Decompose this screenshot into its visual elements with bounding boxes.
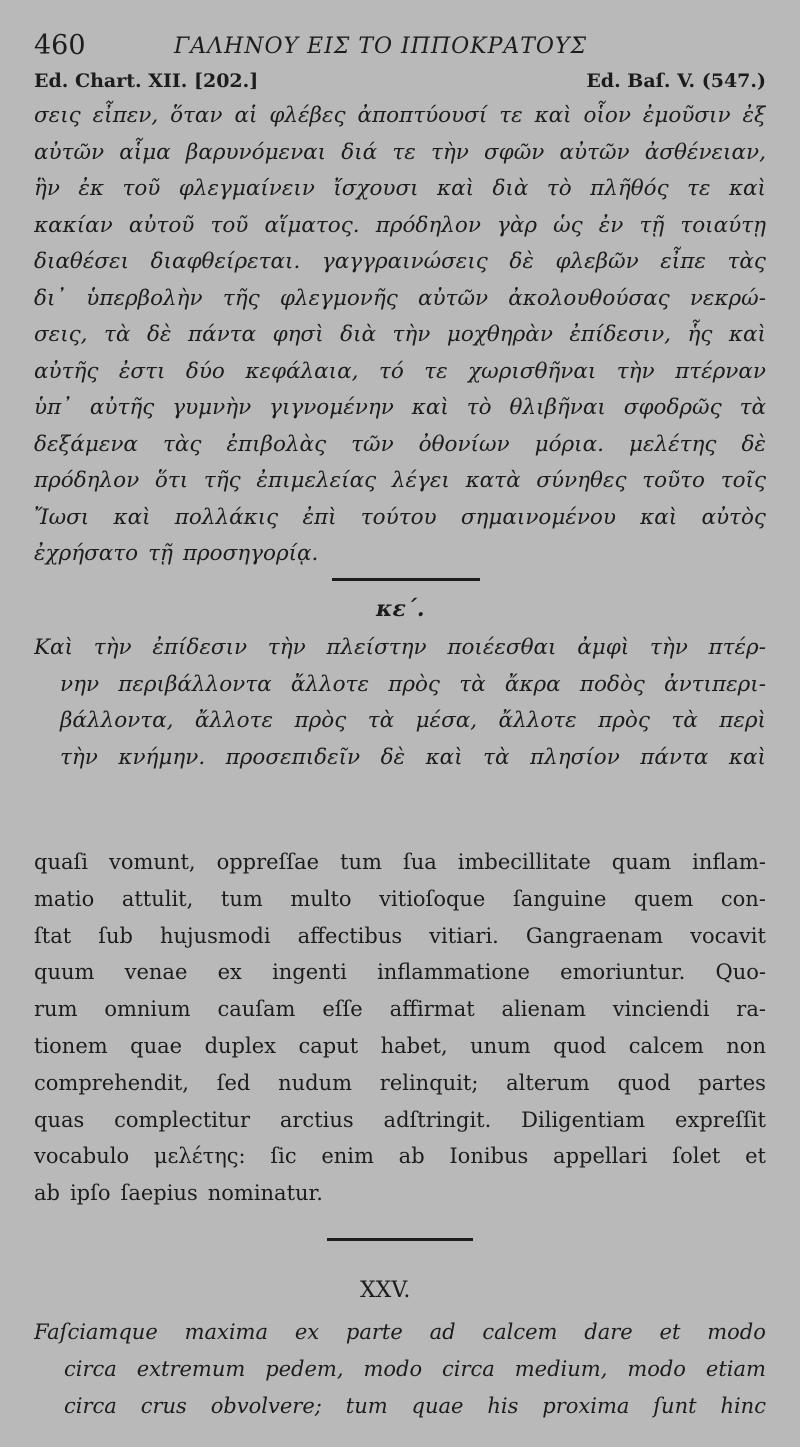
- word: Καὶ: [34, 635, 74, 660]
- word: διαφθείρεται.: [150, 249, 301, 274]
- word: alterum: [506, 1070, 590, 1095]
- word: φησὶ: [272, 322, 324, 347]
- word: quod: [617, 1070, 671, 1095]
- word: δεξάμενα: [34, 431, 138, 457]
- word: τὴν: [93, 635, 132, 660]
- word: ἐπὶ: [302, 504, 337, 530]
- word: σεις,: [34, 322, 88, 347]
- word: πτέρναν: [675, 358, 766, 384]
- word: φλεγμονῆς: [279, 285, 398, 311]
- word: βαρυνόμεναι: [185, 139, 327, 165]
- word: πάντα: [640, 744, 709, 770]
- word: γυμνὴν: [172, 395, 252, 420]
- word: extremum: [136, 1357, 246, 1381]
- word: tum: [345, 1394, 388, 1418]
- greek-section-number: κε΄.: [376, 596, 425, 622]
- word: Gangraenam: [525, 923, 664, 948]
- text-line: [34, 390, 766, 427]
- text-line: [34, 1028, 766, 1065]
- edition-basel: Ed. Baſ. V. (547.): [586, 70, 766, 92]
- word: πρὸς: [388, 671, 440, 697]
- word: ab: [34, 1181, 60, 1206]
- word: modo: [707, 1320, 766, 1344]
- text-line: [34, 1351, 766, 1388]
- word: tum: [220, 886, 263, 911]
- text-line: [34, 244, 766, 281]
- word: τὴν: [616, 358, 655, 384]
- word: τε: [687, 176, 711, 201]
- word: complectitur: [114, 1107, 250, 1132]
- word: ὅτι: [154, 468, 189, 493]
- word: Ionibus: [449, 1144, 529, 1169]
- word: con-: [720, 886, 766, 911]
- text-line: [34, 1138, 766, 1175]
- word: τὸ: [466, 395, 492, 420]
- word: cauſam: [217, 997, 296, 1022]
- word: ſtat: [34, 923, 72, 948]
- word: τοιαύτῃ: [680, 212, 766, 238]
- word: προσηγορίᾳ.: [182, 541, 319, 566]
- word: ἄκρα: [504, 671, 561, 697]
- word: ἀποπτύουσί: [357, 103, 488, 128]
- word: δὲ: [380, 744, 406, 770]
- text-line: [34, 98, 766, 135]
- word: ſunt: [653, 1394, 697, 1418]
- word: venae: [124, 960, 188, 985]
- word: γιγνομένην: [269, 395, 394, 420]
- word: ſub: [98, 923, 133, 948]
- word: et: [659, 1320, 681, 1344]
- text-line: [34, 844, 766, 881]
- word: γαγγραινώσεις: [321, 249, 488, 274]
- word: ἐπιμελείας: [256, 468, 377, 493]
- word: χωρισθῆναι: [468, 358, 597, 384]
- word: ὡς: [553, 212, 583, 238]
- word: obvolvere;: [210, 1394, 322, 1418]
- word: πλείστην: [326, 635, 427, 660]
- word: arctius: [279, 1107, 354, 1132]
- word: vitioſoque: [379, 886, 486, 911]
- word: τὴν: [649, 635, 688, 660]
- word: imbecillitate: [457, 850, 591, 874]
- word: φλεγμαίνειν: [178, 176, 315, 201]
- word: καὶ: [113, 504, 151, 530]
- word: Quo-: [715, 960, 766, 985]
- word: τοῦτο: [642, 468, 705, 493]
- word: etiam: [705, 1357, 766, 1381]
- text-line: [34, 1065, 766, 1102]
- word: νην: [60, 671, 100, 697]
- word: τε: [424, 358, 448, 384]
- word: proxima: [542, 1394, 630, 1418]
- word: τε: [392, 139, 416, 165]
- word: partes: [698, 1070, 766, 1095]
- word: διὰ: [340, 322, 377, 347]
- page-number: 460: [34, 30, 86, 61]
- section-divider: [332, 578, 480, 581]
- word: φλεβῶν: [555, 249, 639, 274]
- text-line: [34, 1388, 766, 1425]
- word: τοῖς: [720, 468, 766, 493]
- word: his: [487, 1394, 519, 1418]
- word: quas: [34, 1107, 85, 1132]
- word: alienam: [501, 997, 586, 1022]
- word: pedem,: [265, 1357, 344, 1381]
- word: ὀθονίων: [418, 431, 510, 457]
- word: δύο: [185, 358, 225, 384]
- word: nominatur.: [207, 1181, 323, 1206]
- word: δὲ: [509, 249, 534, 274]
- word: δὲ: [146, 322, 172, 347]
- word: αὐτῆς: [34, 358, 99, 384]
- text-line: [34, 536, 766, 573]
- word: αὐτῆς: [89, 395, 155, 420]
- word: rum: [34, 997, 78, 1022]
- word: expreſſit: [675, 1107, 766, 1132]
- word: ἐκ: [78, 176, 105, 201]
- word: multo: [290, 886, 352, 911]
- word: ingenti: [272, 960, 347, 985]
- word: τὰ: [671, 708, 698, 733]
- word: circa: [64, 1357, 117, 1381]
- word: ſed: [216, 1070, 251, 1095]
- word: τὴν: [392, 322, 431, 347]
- word: quod: [553, 1033, 607, 1058]
- word: ἀκολουθούσας: [508, 285, 670, 311]
- edition-chartier: Ed. Chart. XII. [202.]: [34, 70, 259, 92]
- word: ἐστι: [118, 358, 166, 384]
- word: ἄλλοτε: [498, 708, 577, 733]
- word: τῶν: [351, 431, 394, 457]
- text-line: [34, 1102, 766, 1139]
- word: διαθέσει: [34, 249, 130, 274]
- word: περιβάλλοντα: [118, 671, 272, 697]
- running-head: [34, 30, 774, 66]
- word: affirmat: [389, 997, 475, 1022]
- word: quem: [634, 886, 694, 911]
- word: περὶ: [719, 708, 766, 733]
- word: τούτου: [360, 504, 437, 530]
- word: σφοδρῶς: [623, 395, 722, 420]
- text-line: [34, 317, 766, 354]
- word: quae: [130, 1033, 183, 1058]
- text-line: [34, 954, 766, 991]
- word: τὰς: [727, 249, 766, 274]
- word: ὅταν: [170, 103, 223, 128]
- word: ſic: [270, 1144, 297, 1169]
- word: γὰρ: [496, 212, 537, 238]
- word: σεις: [34, 103, 81, 128]
- word: τὰς: [162, 431, 202, 457]
- text-line: [34, 667, 766, 704]
- word: προσεπιδεῖν: [225, 744, 361, 770]
- word: vinciendi: [612, 997, 710, 1022]
- word: ſanguine: [512, 886, 607, 911]
- word: ἄλλοτε: [194, 708, 274, 733]
- text-line: [34, 281, 766, 318]
- text-line: [34, 354, 766, 391]
- word: eſſe: [322, 997, 363, 1022]
- word: ἐμοῦσιν: [642, 103, 731, 128]
- word: τῇ: [148, 541, 173, 566]
- word: τὴν: [267, 635, 306, 660]
- word: θλιβῆναι: [509, 395, 606, 420]
- word: Faſciamque: [34, 1320, 158, 1344]
- word: ex: [217, 960, 242, 985]
- word: νεκρώ-: [689, 285, 766, 311]
- word: ἐπίδεσιν: [152, 635, 248, 660]
- word: καὶ: [728, 322, 766, 347]
- word: πλησίον: [530, 744, 620, 770]
- word: αὐτῶν: [34, 139, 105, 165]
- word: σημαινομένου: [460, 504, 616, 530]
- word: πτέρ-: [708, 635, 766, 660]
- word: ὑπερβολὴν: [86, 285, 203, 311]
- word: ἐπίδεσιν,: [569, 322, 671, 347]
- word: καὶ: [728, 744, 766, 770]
- word: attulit,: [121, 886, 194, 911]
- word: hinc: [720, 1394, 766, 1418]
- word: αὐτὸς: [701, 504, 766, 530]
- word: affectibus: [297, 923, 403, 948]
- latin-section-number: XXV.: [360, 1278, 411, 1303]
- word: tionem: [34, 1033, 108, 1058]
- word: αὐτῶν: [417, 285, 489, 311]
- word: αἷμα: [119, 139, 171, 165]
- word: καὶ: [640, 504, 678, 530]
- word: πρὸς: [294, 708, 347, 733]
- edition-references: [34, 70, 766, 96]
- word: τό: [378, 358, 404, 384]
- word: tum: [340, 850, 382, 874]
- word: dare: [584, 1320, 633, 1344]
- word: μέσα,: [415, 708, 478, 733]
- word: βάλλοντα,: [60, 708, 174, 733]
- word: διά: [341, 139, 378, 165]
- word: vocabulo: [34, 1144, 130, 1169]
- word: ποιέεσθαι: [447, 635, 557, 660]
- word: καὶ: [534, 103, 572, 128]
- text-line: [34, 135, 766, 172]
- word: ἐπιβολὰς: [226, 431, 327, 457]
- word: καὶ: [425, 744, 463, 770]
- word: μόρια.: [534, 431, 604, 457]
- running-title: ΓΑΛΗΝΟΥ ΕΙΣ ΤΟ ΙΠΠΟΚΡΑΤΟΥΣ: [174, 34, 588, 59]
- word: ἣν: [34, 176, 60, 201]
- word: πρὸς: [598, 708, 650, 733]
- text-line: [34, 881, 766, 918]
- word: πολλάκις: [174, 504, 279, 530]
- word: λέγει: [391, 468, 450, 493]
- word: oppreſſae: [216, 850, 320, 874]
- word: τὰ: [459, 671, 486, 697]
- word: ἀμφὶ: [577, 635, 630, 660]
- word: δι᾽: [34, 285, 67, 311]
- word: αἵματος.: [264, 212, 360, 238]
- word: τῆς: [203, 468, 241, 493]
- word: καὶ: [411, 395, 449, 420]
- word: calcem: [628, 1033, 704, 1058]
- word: σφῶν: [483, 139, 545, 165]
- word: ποδὸς: [579, 671, 645, 697]
- word: caput: [298, 1033, 359, 1058]
- word: μελέτης: [628, 431, 717, 457]
- word: μοχθηρὰν: [446, 322, 553, 347]
- text-line: [34, 171, 766, 208]
- word: duplex: [204, 1033, 276, 1058]
- text-line: [34, 630, 766, 667]
- word: ἐχρήσατο: [34, 541, 139, 566]
- word: omnium: [104, 997, 191, 1022]
- word: ὑπ᾽: [34, 395, 72, 420]
- word: parte: [345, 1320, 403, 1344]
- word: τῇ: [639, 212, 665, 238]
- word: unum: [470, 1033, 531, 1058]
- word: πάντα: [187, 322, 257, 347]
- word: ἧς: [687, 322, 713, 347]
- word: Diligentiam: [521, 1107, 646, 1132]
- word: ex: [294, 1320, 320, 1344]
- word: circa: [442, 1357, 495, 1381]
- word: quae: [411, 1394, 464, 1418]
- word: vomunt,: [108, 850, 196, 874]
- section-divider: [327, 1238, 473, 1241]
- word: quum: [34, 960, 95, 985]
- text-line: [34, 740, 766, 777]
- word: πρόδηλον: [34, 468, 140, 493]
- word: inflammatione: [377, 960, 530, 985]
- text-line: [34, 918, 766, 955]
- word: non: [726, 1033, 766, 1058]
- greek-commentary: [34, 98, 766, 573]
- word: ipſo: [69, 1181, 111, 1206]
- word: adſtringit.: [383, 1107, 492, 1132]
- word: μελέτης:: [153, 1144, 246, 1169]
- text-line: [34, 1314, 766, 1351]
- word: τὴν: [60, 744, 98, 770]
- text-line: [34, 463, 766, 500]
- word: φλέβες: [269, 103, 346, 128]
- word: ἀντιπερι-: [664, 671, 766, 697]
- word: τῆς: [222, 285, 260, 311]
- word: κακίαν: [34, 212, 113, 238]
- word: matio: [34, 886, 95, 911]
- word: τὰ: [739, 395, 766, 420]
- word: αὐτῶν: [559, 139, 630, 165]
- word: comprehendit,: [34, 1070, 189, 1095]
- text-line: [34, 427, 766, 464]
- word: relinquit;: [379, 1070, 479, 1095]
- word: τὰ: [367, 708, 395, 733]
- word: ſua: [402, 850, 437, 874]
- word: αἱ: [234, 103, 258, 128]
- word: ἐξ: [742, 103, 766, 128]
- word: πλῆθός: [590, 176, 669, 201]
- word: emoriuntur.: [560, 960, 686, 985]
- word: calcem: [482, 1320, 558, 1344]
- latin-lemma: [34, 1314, 766, 1425]
- word: διὰ: [492, 176, 529, 201]
- word: ra-: [736, 997, 766, 1022]
- word: τὰ: [483, 744, 510, 770]
- word: τὴν: [430, 139, 469, 165]
- word: πρόδηλον: [375, 212, 481, 238]
- word: ἀσθένειαν,: [644, 139, 766, 165]
- word: καὶ: [728, 176, 766, 201]
- word: κατὰ: [465, 468, 521, 493]
- word: δὲ: [741, 431, 766, 457]
- word: ſolet: [672, 1144, 721, 1169]
- word: et: [745, 1144, 766, 1169]
- word: σύνηθες: [536, 468, 627, 493]
- text-line: [34, 703, 766, 740]
- greek-lemma: [34, 630, 766, 776]
- word: ἄλλοτε: [290, 671, 369, 697]
- text-line: [34, 208, 766, 245]
- word: crus: [140, 1394, 187, 1418]
- word: appellari: [553, 1144, 648, 1169]
- word: τε: [499, 103, 523, 128]
- word: τὰ: [104, 322, 131, 347]
- word: ſaepius: [120, 1181, 198, 1206]
- word: ἐν: [598, 212, 624, 238]
- text-line: [34, 991, 766, 1028]
- word: modo: [363, 1357, 423, 1381]
- word: hujusmodi: [159, 923, 271, 948]
- word: ἴσχουσι: [333, 176, 419, 201]
- word: Ἴωσι: [34, 504, 90, 530]
- text-line: [34, 1175, 766, 1212]
- word: κνήμην.: [118, 744, 206, 770]
- word: ad: [429, 1320, 456, 1344]
- word: τοῦ: [122, 176, 161, 201]
- word: quam: [611, 850, 672, 874]
- word: ab: [398, 1144, 425, 1169]
- word: εἶπε: [660, 249, 706, 274]
- word: vitiari.: [429, 923, 499, 948]
- word: medium,: [514, 1357, 608, 1381]
- text-line: [34, 500, 766, 537]
- word: maxima: [184, 1320, 268, 1344]
- word: modo: [627, 1357, 686, 1381]
- word: τοῦ: [210, 212, 249, 238]
- word: vocavit: [690, 923, 766, 948]
- word: κεφάλαια,: [245, 358, 359, 384]
- word: αὐτοῦ: [128, 212, 195, 238]
- word: τὸ: [546, 176, 572, 201]
- word: καὶ: [437, 176, 475, 201]
- word: οἷον: [583, 103, 631, 128]
- word: εἶπεν,: [92, 103, 159, 128]
- word: quaſi: [34, 850, 88, 874]
- word: habet,: [380, 1033, 448, 1058]
- word: nudum: [278, 1070, 353, 1095]
- word: inflam-: [692, 850, 766, 874]
- word: circa: [64, 1394, 117, 1418]
- latin-commentary: [34, 844, 766, 1212]
- word: enim: [321, 1144, 374, 1169]
